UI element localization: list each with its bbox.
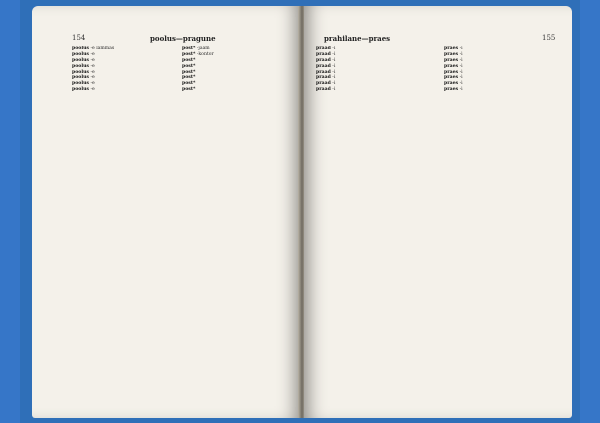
entry-text: -e [89,81,95,87]
entry-headword: post* [182,87,196,93]
entry-headword: poolus [72,75,90,81]
entry-text: -i [458,87,463,93]
left-page-number: 154 [72,34,86,42]
entry-headword: poolus [72,57,90,63]
entry-text: -i [458,81,463,87]
entry-text: -i [330,75,336,81]
entry-headword: poolus [72,51,90,57]
entry-headword: praad [316,63,331,69]
entry-text: -i [458,69,463,75]
dictionary-entry [182,87,294,93]
right-column-2 [444,46,556,93]
open-dictionary [32,6,572,418]
entry-headword: poolus [72,46,90,51]
entry-headword: praad [316,87,331,93]
entry-headword: praes [444,81,459,87]
entry-text: -i [330,87,336,93]
entry-headword: post* [182,46,196,51]
entry-headword: praad [316,69,331,75]
entry-text: -kontor [195,51,214,57]
entry-headword: praad [316,51,331,57]
entry-headword: post* [182,63,196,69]
entry-headword: praes [444,69,459,75]
entry-text: -i [458,51,463,57]
entry-headword: poolus [72,81,90,87]
entry-headword: praes [444,87,459,93]
entry-headword: praad [316,81,331,87]
entry-headword: post* [182,51,196,57]
entry-headword: poolus [72,87,90,93]
entry-headword: post* [182,57,196,63]
entry-headword: praes [444,57,459,63]
entry-text: -jaam [195,46,210,51]
entry-text: -i [330,57,336,63]
entry-text: -i [330,51,336,57]
left-column-1 [72,46,180,93]
entry-text: -i [330,46,336,51]
entry-text: -i [458,46,463,51]
entry-text: -i [458,63,463,69]
entry-headword: praes [444,75,459,81]
entry-headword: praad [316,57,331,63]
entry-headword: poolus [72,63,90,69]
entry-text: -e [89,51,95,57]
entry-text: -e [89,75,95,81]
entry-headword: post* [182,81,196,87]
right-running-head: prahilane—praes [324,34,391,43]
entry-text: -e [89,87,95,93]
left-running-head: poolus—pragune [150,34,216,43]
entry-text: -i [330,81,336,87]
entry-text: -i [458,75,463,81]
entry-text: -i [330,63,336,69]
entry-headword: post* [182,69,196,75]
entry-text: -e [89,69,95,75]
dictionary-entry [316,87,428,93]
entry-text: -e lammas [89,46,115,51]
entry-text: -e [89,63,95,69]
entry-headword: post* [182,75,196,81]
dictionary-entry [72,87,180,93]
entry-text: -i [458,57,463,63]
right-page-number: 155 [542,34,556,42]
left-page [32,6,300,418]
dictionary-entry [444,87,556,93]
right-page [304,6,572,418]
entry-headword: poolus [72,69,90,75]
entry-headword: praes [444,51,459,57]
entry-text: -i [330,69,336,75]
entry-headword: praad [316,46,331,51]
entry-headword: praad [316,75,331,81]
left-column-2 [182,46,294,93]
entry-text: -e [89,57,95,63]
entry-headword: praes [444,46,459,51]
entry-headword: praes [444,63,459,69]
right-column-1 [316,46,428,93]
